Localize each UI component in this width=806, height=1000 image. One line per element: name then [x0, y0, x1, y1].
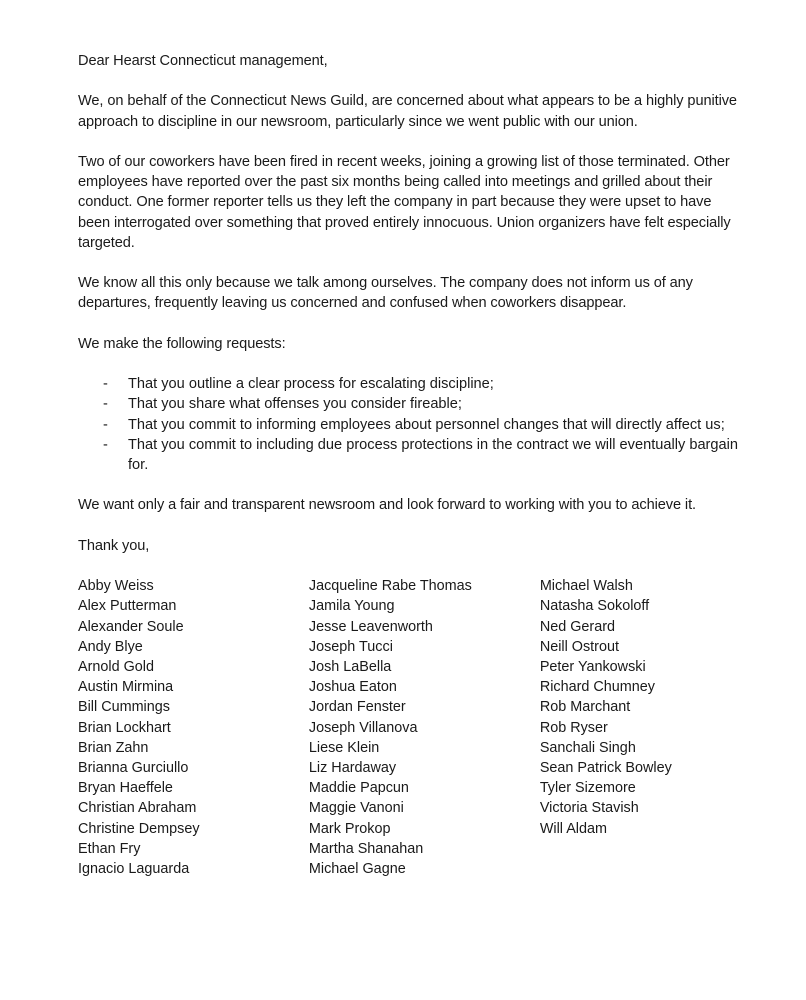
signatory-name: Neill Ostrout — [539, 638, 619, 655]
signatory-name: Josh LaBella — [308, 658, 392, 675]
signatory-name: Maddie Papcun — [308, 780, 409, 797]
signatory-name: Alex Putterman — [78, 598, 177, 615]
request-text: That you outline a clear process for escalating discipline; — [128, 376, 494, 393]
signatory-name: Victoria Stavish — [539, 800, 639, 817]
signatory-name: Will Aldam — [539, 820, 607, 837]
signatory-name: Bill Cummings — [78, 699, 170, 716]
signatories-block — [78, 576, 738, 879]
request-text: That you share what offenses you consider fireable; — [128, 396, 462, 413]
signatory-name: Liz Hardaway — [308, 759, 397, 776]
signatory-name: Rob Marchant — [539, 699, 631, 716]
salutation: Dear Hearst Connecticut management, — [78, 53, 328, 69]
signatory-name: Sean Patrick Bowley — [539, 759, 672, 776]
signatory-name: Liese Klein — [308, 739, 380, 756]
signatory-name: Bryan Haeffele — [78, 780, 173, 797]
signatory-name: Michael Walsh — [539, 578, 633, 595]
paragraph-firings: Two of our coworkers have been fired in recent weeks, joining a growing list of those terminated. Other employees have reported over the past six months being called into meetings and grilled about their conduct. One former reporter tells us they left the company in part because they were upset to have been interrogated over something that proved entirely innocuous. Union organizers have felt especially targeted. — [78, 153, 731, 251]
signatory-name: Christine Dempsey — [78, 820, 200, 837]
signatory-name: Joseph Tucci — [308, 638, 393, 655]
signatory-name: Richard Chumney — [539, 679, 655, 696]
signatories-column-2 — [309, 576, 540, 879]
request-item — [78, 435, 738, 475]
signatory-name: Jesse Leavenworth — [308, 618, 433, 635]
signatory-name: Ignacio Laguarda — [78, 861, 190, 877]
signatory-name: Arnold Gold — [78, 658, 154, 675]
signatory-name: Rob Ryser — [539, 719, 608, 736]
signatory-name: Mark Prokop — [308, 820, 391, 837]
signatory-name: Maggie Vanoni — [308, 800, 404, 817]
signatory-name: Jacqueline Rabe Thomas — [308, 578, 472, 595]
dash-bullet-icon: - — [103, 436, 108, 453]
signatory-name: Sanchali Singh — [539, 739, 636, 756]
signatory-name: Martha Shanahan — [308, 840, 424, 857]
signatory-name: Tyler Sizemore — [539, 780, 636, 797]
letter-page — [78, 51, 738, 879]
signatory-name: Ethan Fry — [78, 840, 141, 857]
dash-bullet-icon: - — [103, 376, 108, 393]
signatory-name: Jamila Young — [308, 598, 395, 615]
signatory-name: Christian Abraham — [78, 800, 197, 817]
sign-off: Thank you, — [78, 537, 150, 554]
signatory-name: Brian Lockhart — [78, 719, 171, 736]
signatories-column-1 — [78, 576, 309, 879]
request-item — [78, 374, 738, 394]
signatory-name: Michael Gagne — [308, 861, 406, 877]
paragraph-departures: We know all this only because we talk among ourselves. The company does not inform us of any departures, frequently leaving us concerned and confused when coworkers disappear. — [78, 275, 693, 312]
request-text: That you commit to including due process protections in the contract we will eventually bargain for. — [128, 436, 739, 473]
signatory-name: Alexander Soule — [78, 618, 184, 635]
paragraph-concern: We, on behalf of the Connecticut News Guild, are concerned about what appears to be a highly punitive approach to discipline in our newsroom, particularly since we went public with our union. — [78, 93, 737, 130]
signatory-name: Joseph Villanova — [308, 719, 418, 736]
signatory-name: Jordan Fenster — [308, 699, 406, 716]
signatory-name: Natasha Sokoloff — [539, 598, 650, 615]
signatories-column-3 — [540, 576, 738, 879]
request-item — [78, 415, 738, 435]
signatory-name: Andy Blye — [78, 638, 143, 655]
dash-bullet-icon: - — [103, 416, 108, 433]
signatory-name: Peter Yankowski — [539, 658, 646, 675]
signatory-name: Ned Gerard — [539, 618, 615, 635]
paragraph-requests-intro: We make the following requests: — [78, 335, 286, 352]
signatory-name: Brianna Gurciullo — [78, 759, 189, 776]
signatory-name: Austin Mirmina — [78, 679, 174, 696]
signatory-name: Brian Zahn — [78, 739, 149, 756]
dash-bullet-icon: - — [103, 396, 108, 413]
paragraph-closing: We want only a fair and transparent newsroom and look forward to working with you to achieve it. — [78, 497, 696, 514]
signatory-name: Abby Weiss — [78, 578, 154, 595]
request-item — [78, 394, 738, 414]
requests-list — [78, 374, 738, 475]
signatory-name: Joshua Eaton — [308, 679, 397, 696]
request-text: That you commit to informing employees about personnel changes that will directly affect us; — [128, 416, 725, 433]
